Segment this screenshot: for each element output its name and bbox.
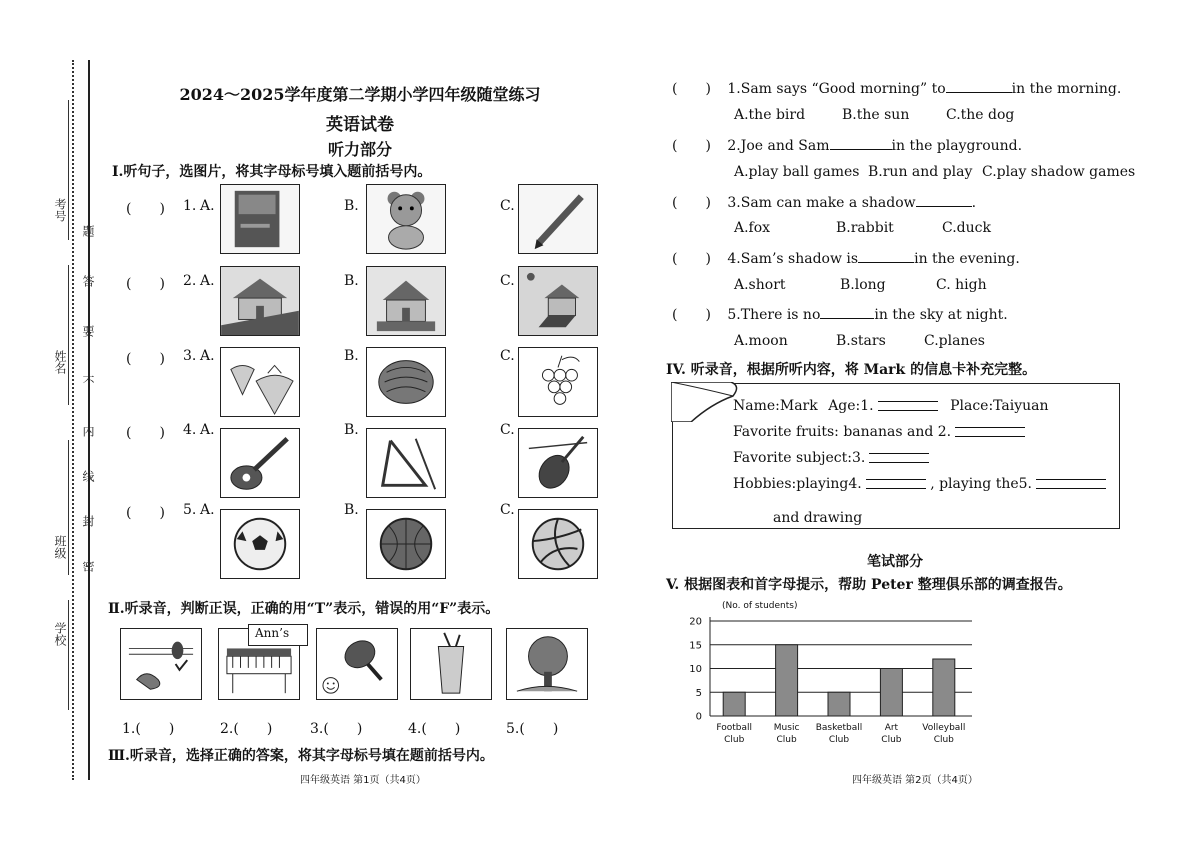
book-picture[interactable] [220, 184, 300, 254]
q1-number: 1. [183, 198, 197, 214]
chart-x-tick-label: Music [773, 723, 800, 733]
section1-instruction: Ⅰ.听句子，选图片，将其字母标号填入题前括号内。 [112, 164, 432, 180]
s2-answer-3[interactable]: 3.( ) [310, 721, 363, 737]
option-a-label: A. [200, 502, 215, 518]
chart-bar [933, 659, 955, 716]
option-c[interactable]: C.the dog [946, 107, 1015, 123]
option-b-label: B. [344, 502, 359, 518]
option-a-label: A. [200, 348, 215, 364]
s2-answer-1[interactable]: 1.( ) [122, 721, 175, 737]
fill-blank[interactable] [830, 137, 892, 150]
s3-q5 [672, 304, 1008, 324]
chart-y-axis-label: (No. of students) [722, 601, 798, 611]
seal-char: 密 [81, 560, 95, 572]
card-subject: Favorite subject:3. [733, 450, 866, 466]
q-stem: 3.Sam can make a shadow [727, 195, 916, 211]
exam-number-line [68, 100, 69, 240]
answer-paren[interactable]: ( ) [672, 195, 711, 211]
option-c[interactable]: C.planes [924, 333, 985, 349]
seal-char: 题 [81, 225, 95, 237]
chart-bar [776, 645, 798, 716]
violin-painting-picture[interactable] [120, 628, 202, 700]
chart-x-tick-label: Art [884, 723, 899, 733]
q-stem: 1.Sam says “Good morning” to [727, 81, 946, 97]
answer-paren[interactable]: ( ) [126, 505, 165, 521]
pencil-picture[interactable] [518, 184, 598, 254]
teddy-bear-picture[interactable] [366, 184, 446, 254]
q-stem: in the evening. [914, 251, 1020, 267]
option-a[interactable]: A.moon [734, 333, 788, 349]
q5-number: 5. [183, 502, 197, 518]
fill-blank[interactable] [820, 306, 874, 319]
option-b[interactable]: B.long [840, 277, 886, 293]
chart-y-tick-label: 15 [689, 640, 702, 652]
card-name: Name:Mark [733, 398, 818, 414]
card-row-fruits [733, 424, 1025, 440]
card-row-name [733, 398, 1049, 414]
tree-picture[interactable] [506, 628, 588, 700]
chart-x-tick-label: Basketball [815, 723, 863, 733]
q-stem: 4.Sam’s shadow is [727, 251, 859, 267]
seal-char: 不 [81, 375, 95, 387]
chart-x-tick-label: Club [724, 735, 745, 745]
volleyball-picture[interactable] [518, 509, 598, 579]
anns-tag: Ann’s [248, 624, 308, 646]
option-b[interactable]: B.stars [836, 333, 886, 349]
section2-instruction: Ⅱ.听录音，判断正误，正确的用“T”表示，错误的用“F”表示。 [108, 601, 500, 617]
written-part-title: 笔试部分 [867, 554, 923, 570]
card-fold-corner [671, 382, 741, 422]
s3-q2 [672, 135, 1022, 155]
answer-paren[interactable]: ( ) [126, 201, 165, 217]
option-b-label: B. [344, 273, 359, 289]
chart-y-tick-label: 10 [689, 664, 702, 675]
triangle-picture[interactable] [366, 428, 446, 498]
answer-paren[interactable]: ( ) [672, 138, 711, 154]
info-card [672, 383, 1120, 529]
card-age: Age:1. [828, 398, 874, 414]
guitar-picture[interactable] [220, 428, 300, 498]
answer-paren[interactable]: ( ) [672, 81, 711, 97]
school-label: 学校 [53, 622, 67, 646]
school-line [68, 600, 69, 710]
option-b[interactable]: B.run and play [868, 164, 973, 180]
card-hobbies-a: Hobbies:playing4. [733, 476, 862, 492]
option-c[interactable]: C. high [936, 277, 987, 293]
answer-paren[interactable]: ( ) [126, 351, 165, 367]
option-b-label: B. [344, 422, 359, 438]
seal-char: 答 [81, 275, 95, 287]
card-blank-3[interactable] [869, 453, 929, 463]
grapes-picture[interactable] [518, 347, 598, 417]
card-hobbies-c: and drawing [773, 510, 863, 526]
chart-x-tick-label: Football [716, 723, 753, 733]
house-picture[interactable] [366, 266, 446, 336]
fill-blank[interactable] [916, 194, 972, 207]
violin-picture[interactable] [518, 428, 598, 498]
option-a-label: A. [200, 273, 215, 289]
option-a[interactable]: A.fox [734, 220, 771, 236]
card-row-subject [733, 450, 929, 466]
chart-bar [880, 669, 902, 717]
watermelon-picture[interactable] [366, 347, 446, 417]
class-line [68, 440, 69, 575]
option-c-label: C. [500, 273, 515, 289]
card-hobbies-b: , playing the5. [930, 476, 1032, 492]
football-picture[interactable] [220, 509, 300, 579]
q3-number: 3. [183, 348, 197, 364]
ping-pong-picture[interactable] [316, 628, 398, 700]
exam-number-label: 考号 [53, 198, 67, 222]
seal-char: 内 [81, 425, 95, 437]
card-place: Place:Taiyuan [950, 398, 1049, 414]
option-a-label: A. [200, 422, 215, 438]
seal-char: 线 [81, 470, 95, 482]
card-row-hobbies [733, 476, 1106, 492]
club-bar-chart [680, 595, 980, 755]
q4-number: 4. [183, 422, 197, 438]
q-stem: . [971, 195, 977, 211]
option-c-label: C. [500, 348, 515, 364]
card-blank-4[interactable] [866, 479, 926, 489]
option-a[interactable]: A.the bird [734, 107, 806, 123]
chart-x-tick-label: Club [776, 735, 797, 745]
seal-solid-line [88, 60, 90, 780]
q-stem: in the playground. [891, 138, 1023, 154]
option-c-label: C. [500, 198, 515, 214]
answer-paren[interactable]: ( ) [672, 251, 711, 267]
answer-paren[interactable]: ( ) [126, 425, 165, 441]
s2-answer-2[interactable]: 2.( ) [220, 721, 273, 737]
exam-title: 2024～2025学年度第二学期小学四年级随堂练习 [179, 85, 541, 104]
strawberry-picture[interactable] [220, 347, 300, 417]
answer-paren[interactable]: ( ) [672, 307, 711, 323]
chart-y-tick-label: 0 [695, 711, 702, 723]
fill-blank[interactable] [858, 250, 914, 263]
card-blank-1[interactable] [878, 401, 938, 411]
chart-y-tick-label: 20 [689, 616, 702, 628]
q-stem: in the morning. [1011, 81, 1122, 97]
house-picture[interactable] [518, 266, 598, 336]
subject-title: 英语试卷 [326, 115, 394, 135]
q-stem: in the sky at night. [874, 307, 1008, 323]
chart-y-tick-label: 5 [695, 687, 702, 699]
option-a-label: A. [200, 198, 215, 214]
q-stem: 5.There is no [727, 307, 821, 323]
q2-number: 2. [183, 273, 197, 289]
chart-x-tick-label: Volleyball [922, 723, 966, 733]
s2-answer-4[interactable]: 4.( ) [408, 721, 461, 737]
option-b[interactable]: B.rabbit [836, 220, 894, 236]
chart-bar [723, 692, 745, 716]
s3-q1 [672, 78, 1121, 98]
s2-answer-5[interactable]: 5.( ) [506, 721, 559, 737]
house-picture[interactable] [220, 266, 300, 336]
card-fruits: Favorite fruits: bananas and 2. [733, 424, 952, 440]
chart-x-tick-label: Club [933, 735, 954, 745]
s3-q3 [672, 192, 976, 212]
option-b-label: B. [344, 348, 359, 364]
section4-instruction: IV. 听录音，根据所听内容，将 Mark 的信息卡补充完整。 [666, 362, 1037, 378]
option-c-label: C. [500, 502, 515, 518]
s3-q4 [672, 248, 1020, 268]
option-b-label: B. [344, 198, 359, 214]
section5-instruction: V. 根据图表和首字母提示，帮助 Peter 整理俱乐部的调查报告。 [666, 577, 1072, 593]
juice-picture[interactable] [410, 628, 492, 700]
name-line [68, 265, 69, 405]
option-c[interactable]: C.duck [942, 220, 991, 236]
page2-footer: 四年级英语 第2页（共4页） [852, 775, 978, 786]
option-a[interactable]: A.short [734, 277, 786, 293]
basketball-picture[interactable] [366, 509, 446, 579]
card-blank-2[interactable] [955, 427, 1025, 437]
seal-dotted-line [72, 60, 74, 780]
option-a[interactable]: A.play ball games [734, 164, 860, 180]
chart-x-tick-label: Club [881, 735, 902, 745]
option-c[interactable]: C.play shadow games [982, 164, 1136, 180]
class-label: 班级 [53, 535, 67, 559]
page1-footer: 四年级英语 第1页（共4页） [300, 775, 426, 786]
fill-blank[interactable] [946, 80, 1012, 93]
chart-x-tick-label: Club [828, 735, 850, 745]
card-blank-5[interactable] [1036, 479, 1106, 489]
answer-paren[interactable]: ( ) [126, 276, 165, 292]
chart-bar [828, 692, 850, 716]
section3-instruction: Ⅲ.听录音，选择正确的答案，将其字母标号填在题前括号内。 [108, 748, 494, 764]
seal-char: 封 [81, 515, 95, 527]
option-c-label: C. [500, 422, 515, 438]
name-label: 姓名 [53, 350, 67, 374]
q-stem: 2.Joe and Sam [727, 138, 830, 154]
seal-char: 要 [81, 325, 95, 337]
listening-part-title: 听力部分 [327, 140, 392, 159]
option-b[interactable]: B.the sun [842, 107, 910, 123]
